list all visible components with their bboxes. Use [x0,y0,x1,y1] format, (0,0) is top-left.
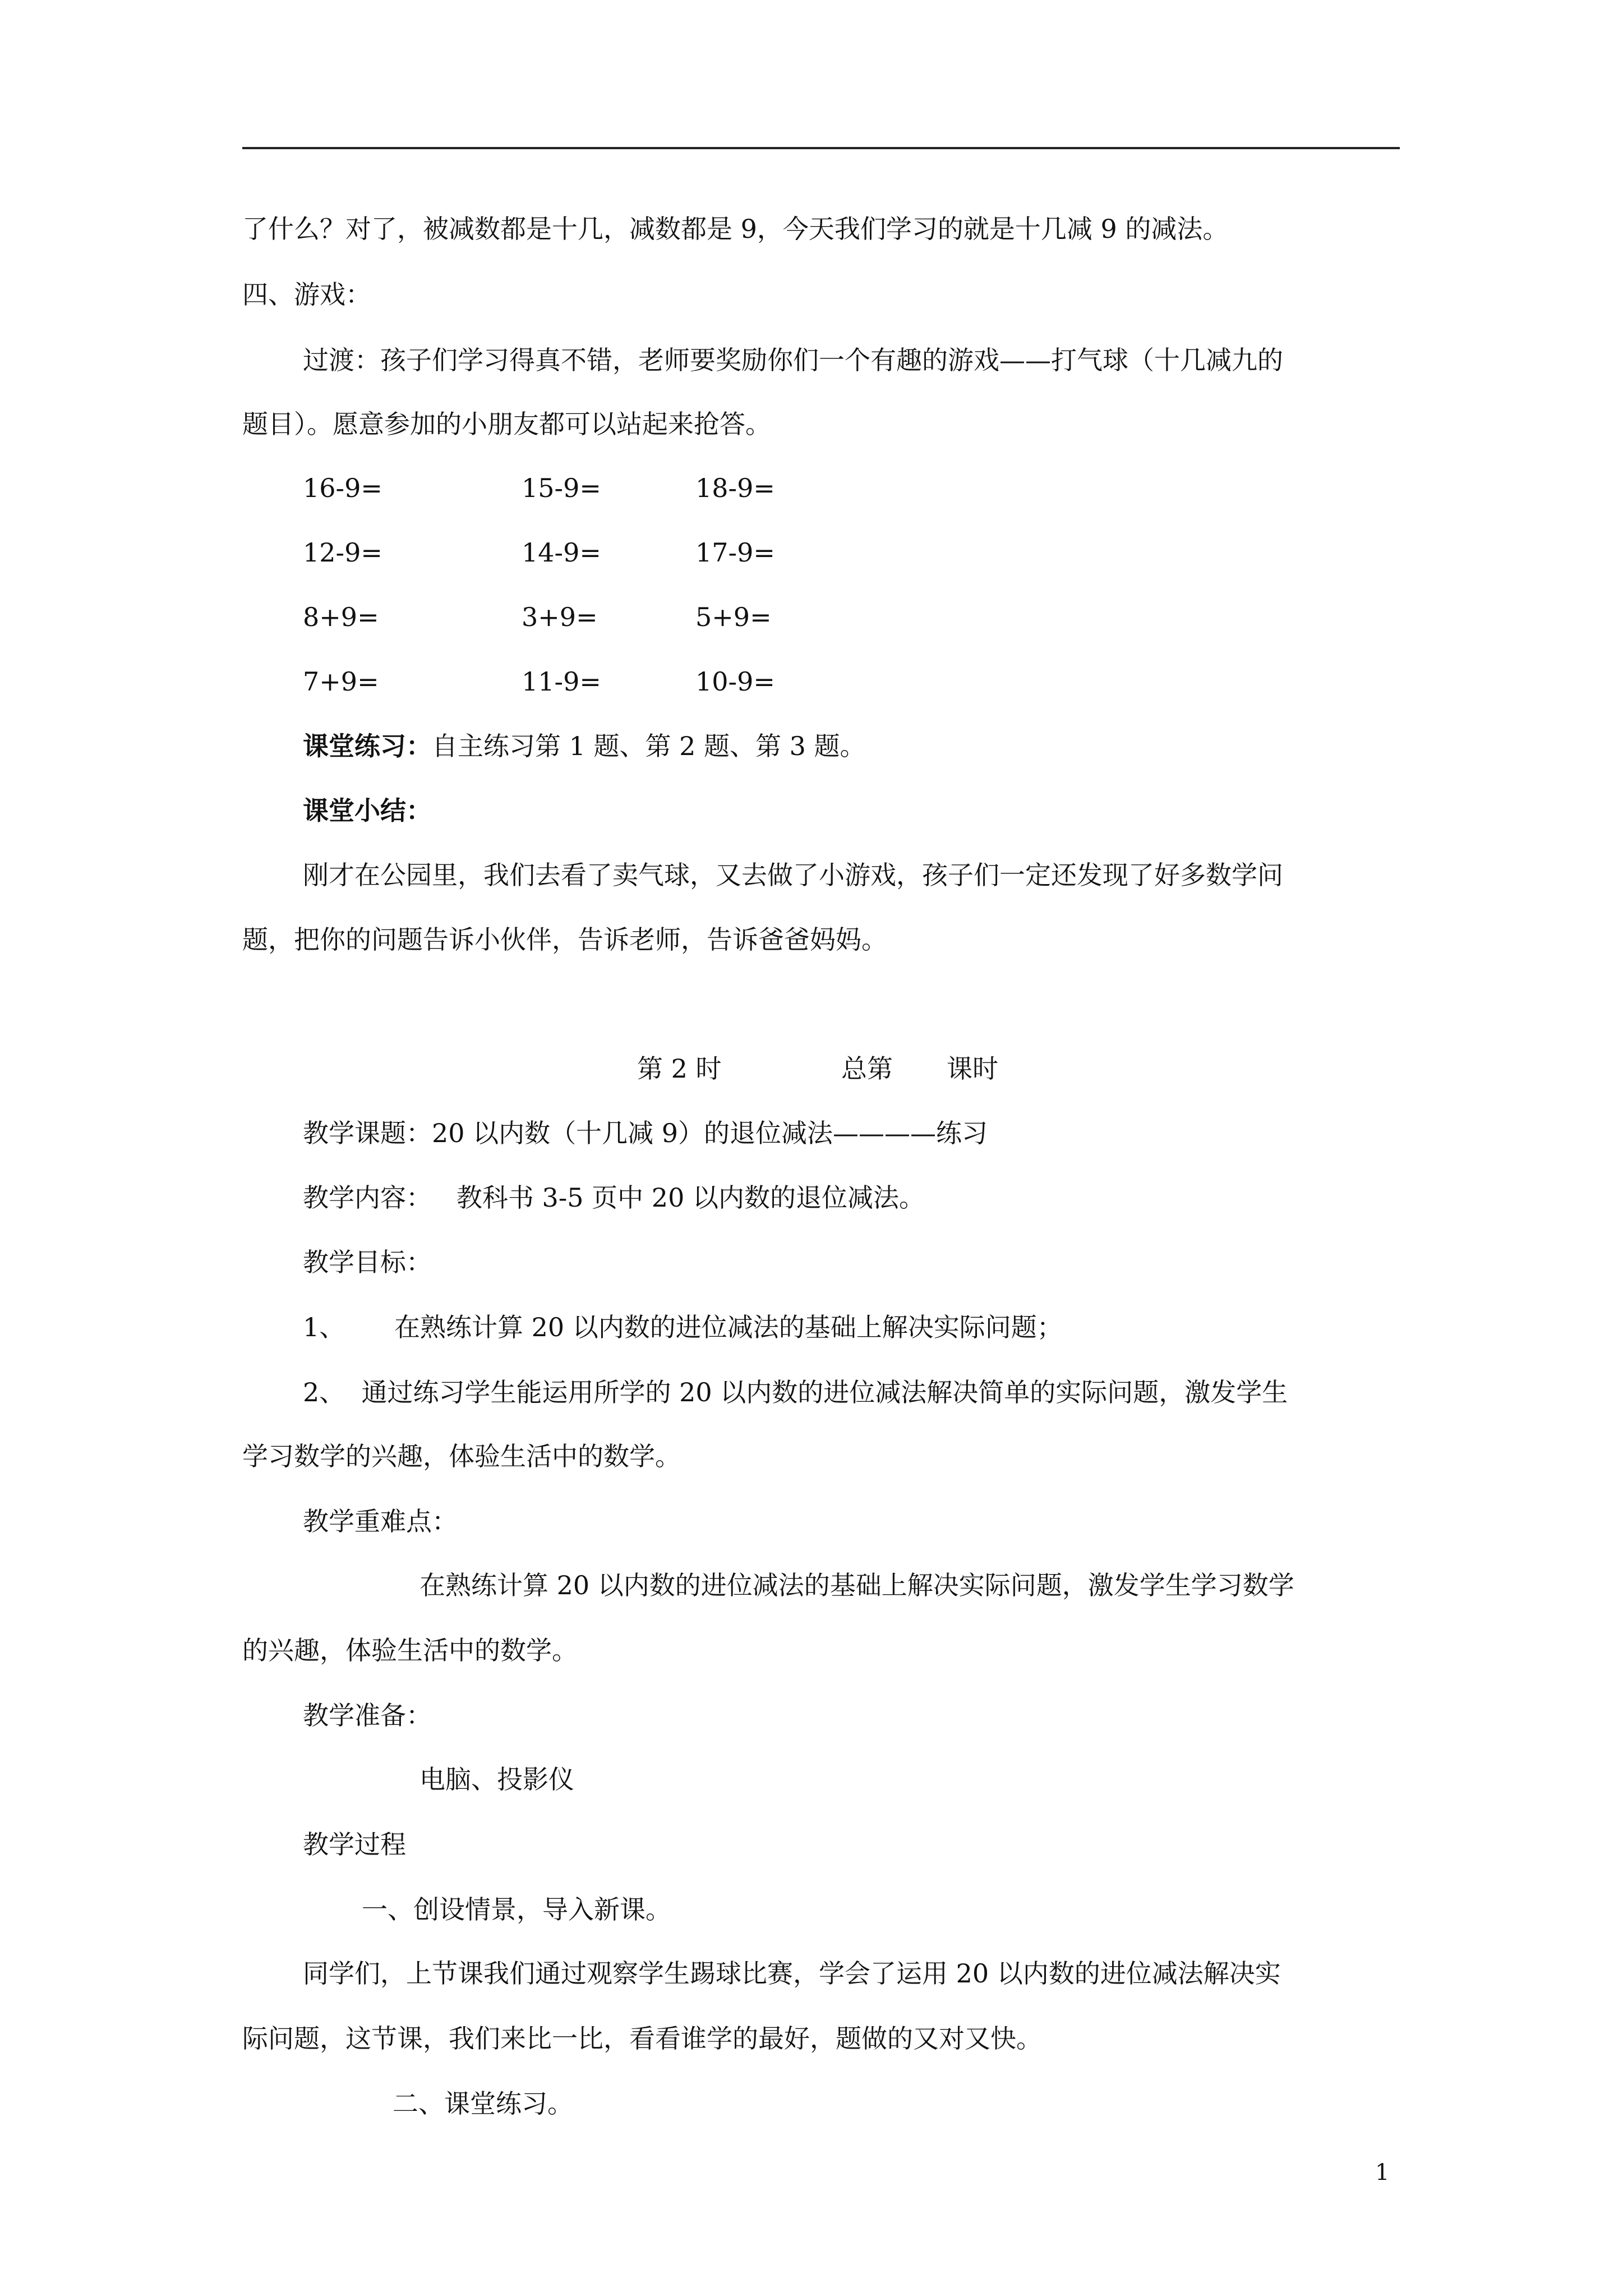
exercise-item: 15-9= [522,473,601,503]
exercise-item: 5+9= [695,602,772,632]
step-1-text-2: 际问题，这节课，我们来比一比，看看谁学的最好，题做的又对又快。 [242,2023,1042,2054]
goal-1: 1、 在熟练计算 20 以内数的进位减法的基础上解决实际问题； [303,1312,1063,1342]
process-label: 教学过程 [303,1829,406,1860]
exercise-item: 14-9= [522,537,601,568]
step-1-heading: 一、创设情景，导入新课。 [362,1894,671,1925]
lesson-period-label: 课时 [947,1053,998,1084]
step-1-text-1: 同学们，上节课我们通过观察学生踢球比赛，学会了运用 20 以内数的进位减法解决实 [303,1958,1281,1989]
text-line: 了什么？对了，被减数都是十几，减数都是 9，今天我们学习的就是十几减 9 的减法。 [242,214,1229,244]
exercise-item: 7+9= [303,666,379,697]
practice-label: 课堂练习： [303,731,432,761]
exercise-item: 18-9= [695,473,775,503]
prep-label: 教学准备： [303,1700,432,1731]
summary-line-1: 刚才在公园里，我们去看了卖气球，又去做了小游戏，孩子们一定还发现了好多数学问 [303,860,1283,890]
goals-label: 教学目标： [303,1247,432,1277]
page-number: 1 [1375,2160,1390,2185]
exercise-item: 17-9= [695,537,775,568]
header-rule [242,147,1400,149]
goal-2-line-1: 2、 通过练习学生能运用所学的 20 以内数的进位减法解决简单的实际问题，激发学生 [303,1377,1288,1407]
lesson-content: 教学内容： 教科书 3-5 页中 20 以内数的退位减法。 [303,1182,925,1213]
exercise-item: 12-9= [303,537,382,568]
exercise-item: 16-9= [303,473,382,503]
keypoints-line-1: 在熟练计算 20 以内数的进位减法的基础上解决实际问题，激发学生学习数学 [419,1570,1294,1600]
summary-label: 课堂小结： [303,795,432,826]
exercise-item: 3+9= [522,602,598,632]
transition-line-2: 题目）。愿意参加的小朋友都可以站起来抢答。 [242,409,771,439]
transition-line-1: 过渡：孩子们学习得真不错，老师要奖励你们一个有趣的游戏——打气球（十几减九的 [303,345,1283,375]
prep-items: 电脑、投影仪 [419,1764,574,1795]
exercise-item: 10-9= [695,666,775,697]
step-2-heading: 二、课堂练习。 [393,2088,573,2119]
practice-text: 自主练习第 1 题、第 2 题、第 3 题。 [432,731,866,761]
summary-line-2: 题，把你的问题告诉小伙伴，告诉老师，告诉爸爸妈妈。 [242,924,887,955]
exercise-item: 11-9= [522,666,601,697]
practice-line [303,729,866,763]
lesson-topic: 教学课题：20 以内数（十几减 9）的退位减法————练习 [303,1118,988,1148]
lesson-number: 第 2 时 [637,1053,722,1084]
exercise-item: 8+9= [303,602,379,632]
section-heading-game: 四、游戏： [242,279,371,310]
keypoints-label: 教学重难点： [303,1506,458,1536]
lesson-total-label: 总第 [841,1053,893,1084]
keypoints-line-2: 的兴趣，体验生活中的数学。 [242,1635,578,1665]
goal-2-line-2: 学习数学的兴趣，体验生活中的数学。 [242,1441,681,1471]
